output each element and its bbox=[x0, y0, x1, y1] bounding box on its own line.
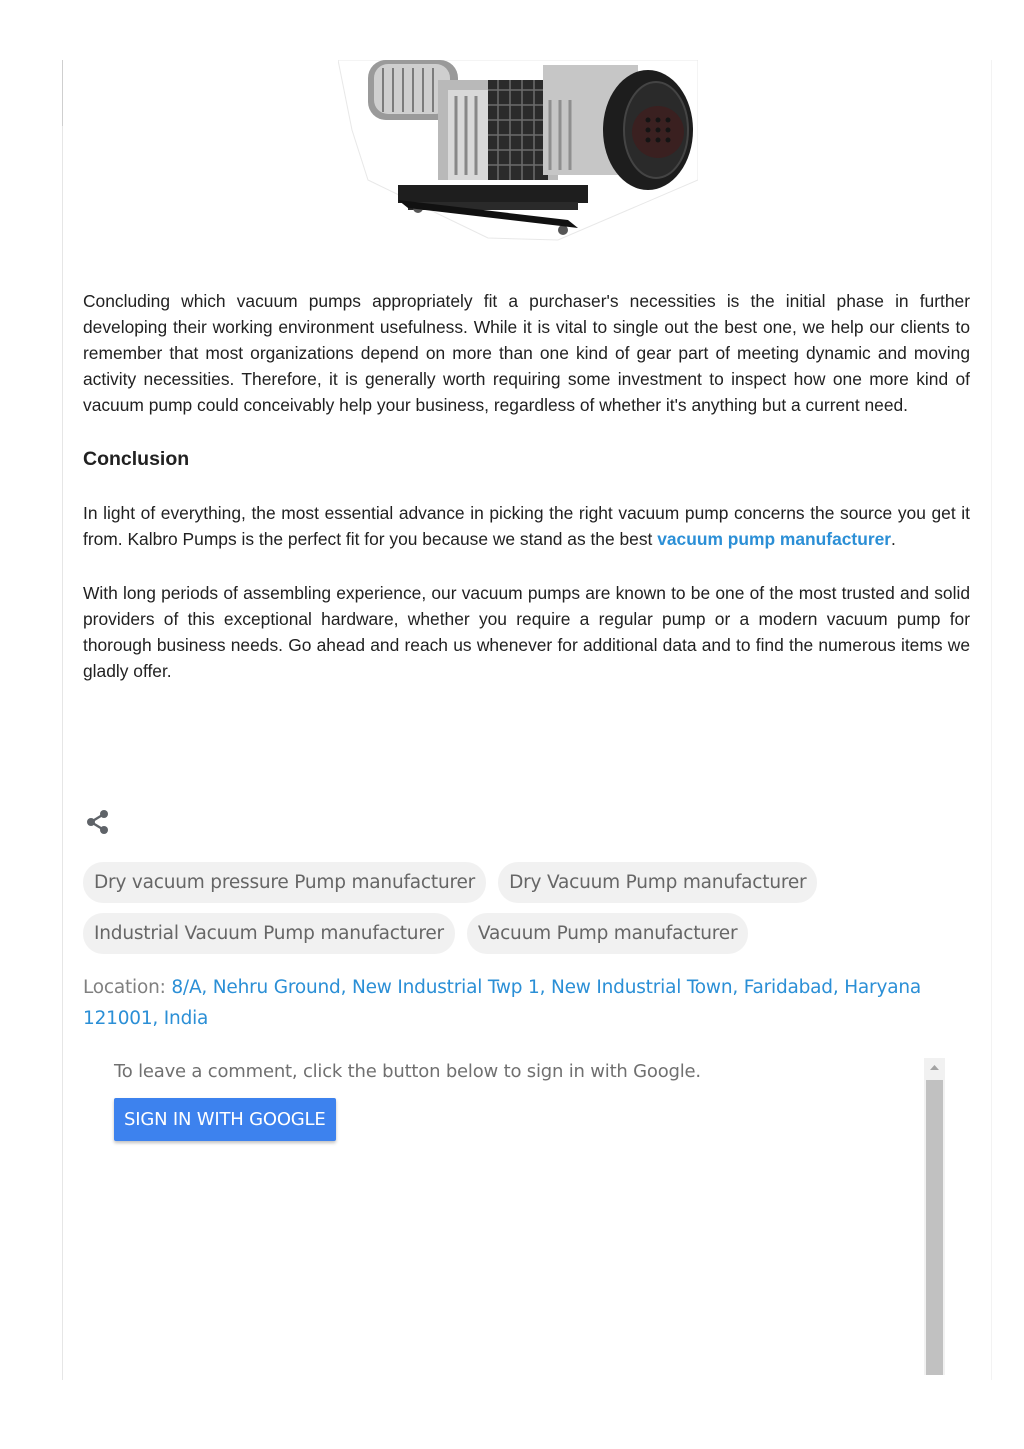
paragraph-text: . bbox=[891, 529, 896, 549]
paragraph-text: In light of everything, the most essential advance in picking the right vacuum pump concerns the source you get it from. Kalbro Pumps is the perfect fit for you because we stand as the best bbox=[83, 503, 970, 549]
scrollbar-thumb[interactable] bbox=[926, 1080, 943, 1375]
scroll-up-arrow-icon[interactable] bbox=[924, 1058, 945, 1078]
label-chip[interactable]: Dry Vacuum Pump manufacturer bbox=[498, 862, 817, 903]
vacuum-pump-image bbox=[338, 60, 698, 242]
section-heading: Conclusion bbox=[83, 448, 190, 470]
comment-scrollbar[interactable] bbox=[924, 1058, 945, 1375]
post-labels bbox=[83, 862, 983, 964]
vacuum-pump-manufacturer-link[interactable]: vacuum pump manufacturer bbox=[657, 529, 892, 549]
label-chip[interactable]: Dry vacuum pressure Pump manufacturer bbox=[83, 862, 486, 903]
comment-section bbox=[83, 1057, 945, 1377]
label-row bbox=[83, 862, 983, 903]
sign-in-with-google-button[interactable]: SIGN IN WITH GOOGLE bbox=[114, 1098, 336, 1141]
post-location bbox=[83, 972, 963, 1034]
article-paragraph: With long periods of assembling experience, our vacuum pumps are known to be one of the most trusted and solid providers of this exceptional hardware, whether you require a regular pump or a modern vacuum pump for thorough business needs. Go ahead and reach us whenever for additional data and to find the numerous items we gladly offer. bbox=[83, 583, 970, 681]
article-paragraph: Concluding which vacuum pumps appropriately fit a purchaser's necessities is the initial phase in further developing their working environment usefulness. While it is vital to single out the best one, we help our clients to remember that most organizations depend on more than one kind of gear part of meeting dynamic and moving activity necessities. Therefore, it is generally worth requiring some investment to inspect how one more kind of vacuum pump could conceivably help your business, regardless of whether it's anything but a current need. bbox=[83, 291, 970, 415]
label-chip[interactable]: Industrial Vacuum Pump manufacturer bbox=[83, 913, 455, 954]
article-paragraph bbox=[83, 500, 970, 552]
article-body bbox=[83, 288, 970, 712]
comment-signin-prompt: To leave a comment, click the button below to sign in with Google. bbox=[114, 1061, 701, 1082]
left-divider bbox=[62, 60, 63, 126]
label-row bbox=[83, 913, 983, 954]
share-icon[interactable] bbox=[84, 808, 112, 836]
location-address-link[interactable]: 8/A, Nehru Ground, New Industrial Twp 1, New Industrial Town, Faridabad, Haryana 121001, India bbox=[83, 977, 922, 1029]
label-chip[interactable]: Vacuum Pump manufacturer bbox=[467, 913, 748, 954]
location-label: Location: bbox=[83, 977, 172, 998]
